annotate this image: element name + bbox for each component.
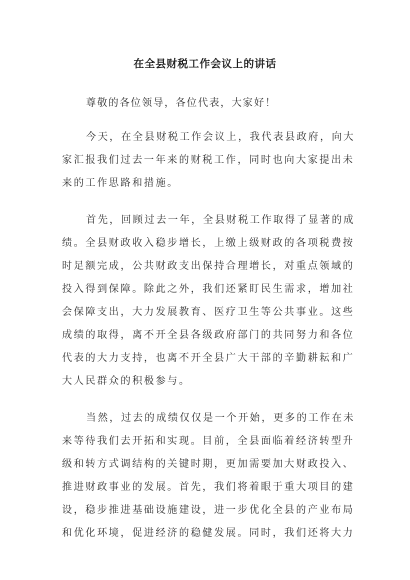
paragraph-3-line-3: 级和转方式调结构的关键时期，更加需要加大财政投入、 [62, 459, 355, 470]
paragraph-2-line-8: 大人民群众的积极参与。 [62, 376, 191, 387]
paragraph-1-line-3: 来的工作思路和措施。 [62, 178, 179, 189]
paragraph-3-line-1: 当然，过去的成绩仅仅是一个开始，更多的工作在未 [86, 413, 356, 424]
paragraph-3-line-6: 和优化环境，促进经济的稳健发展。同时，我们还将大力 [62, 528, 355, 539]
paragraph-2-line-4: 投入得到保障。除此之外，我们还紧盯民生需求，增加社 [62, 284, 355, 295]
document-title: 在全县财税工作会议上的讲话 [133, 58, 277, 70]
paragraph-3-line-4: 推进财政事业的发展。首先，我们将着眼于重大项目的建 [62, 482, 355, 493]
paragraph-2-line-3: 时足额完成，公共财政支出保持合理增长，对重点领域的 [62, 261, 355, 272]
paragraph-2-line-5: 会保障支出，大力发展教育、医疗卫生等公共事业。这些 [62, 307, 355, 318]
paragraph-1-line-2: 家汇报我们过去一年来的财税工作，同时也向大家提出未 [62, 155, 355, 166]
paragraph-3-line-5: 设，稳步推进基础设施建设，进一步优化全县的产业布局 [62, 505, 355, 516]
paragraph-1-line-1: 今天，在全县财税工作会议上，我代表县政府，向大 [86, 132, 356, 143]
paragraph-2-line-1: 首先，回顾过去一年，全县财税工作取得了显著的成 [86, 215, 356, 226]
greeting-line: 尊敬的各位领导，各位代表，大家好！ [86, 98, 277, 109]
paragraph-2-line-7: 代表的大力支持，也离不开全县广大干部的辛勤耕耘和广 [62, 353, 355, 364]
paragraph-2-line-6: 成绩的取得，离不开全县各级政府部门的共同努力和各位 [62, 330, 355, 341]
paragraph-2-line-2: 绩。全县财政收入稳步增长，上缴上级财政的各项税费按 [62, 238, 355, 249]
paragraph-3-line-2: 来等待我们去开拓和实现。目前，全县面临着经济转型升 [62, 436, 355, 447]
